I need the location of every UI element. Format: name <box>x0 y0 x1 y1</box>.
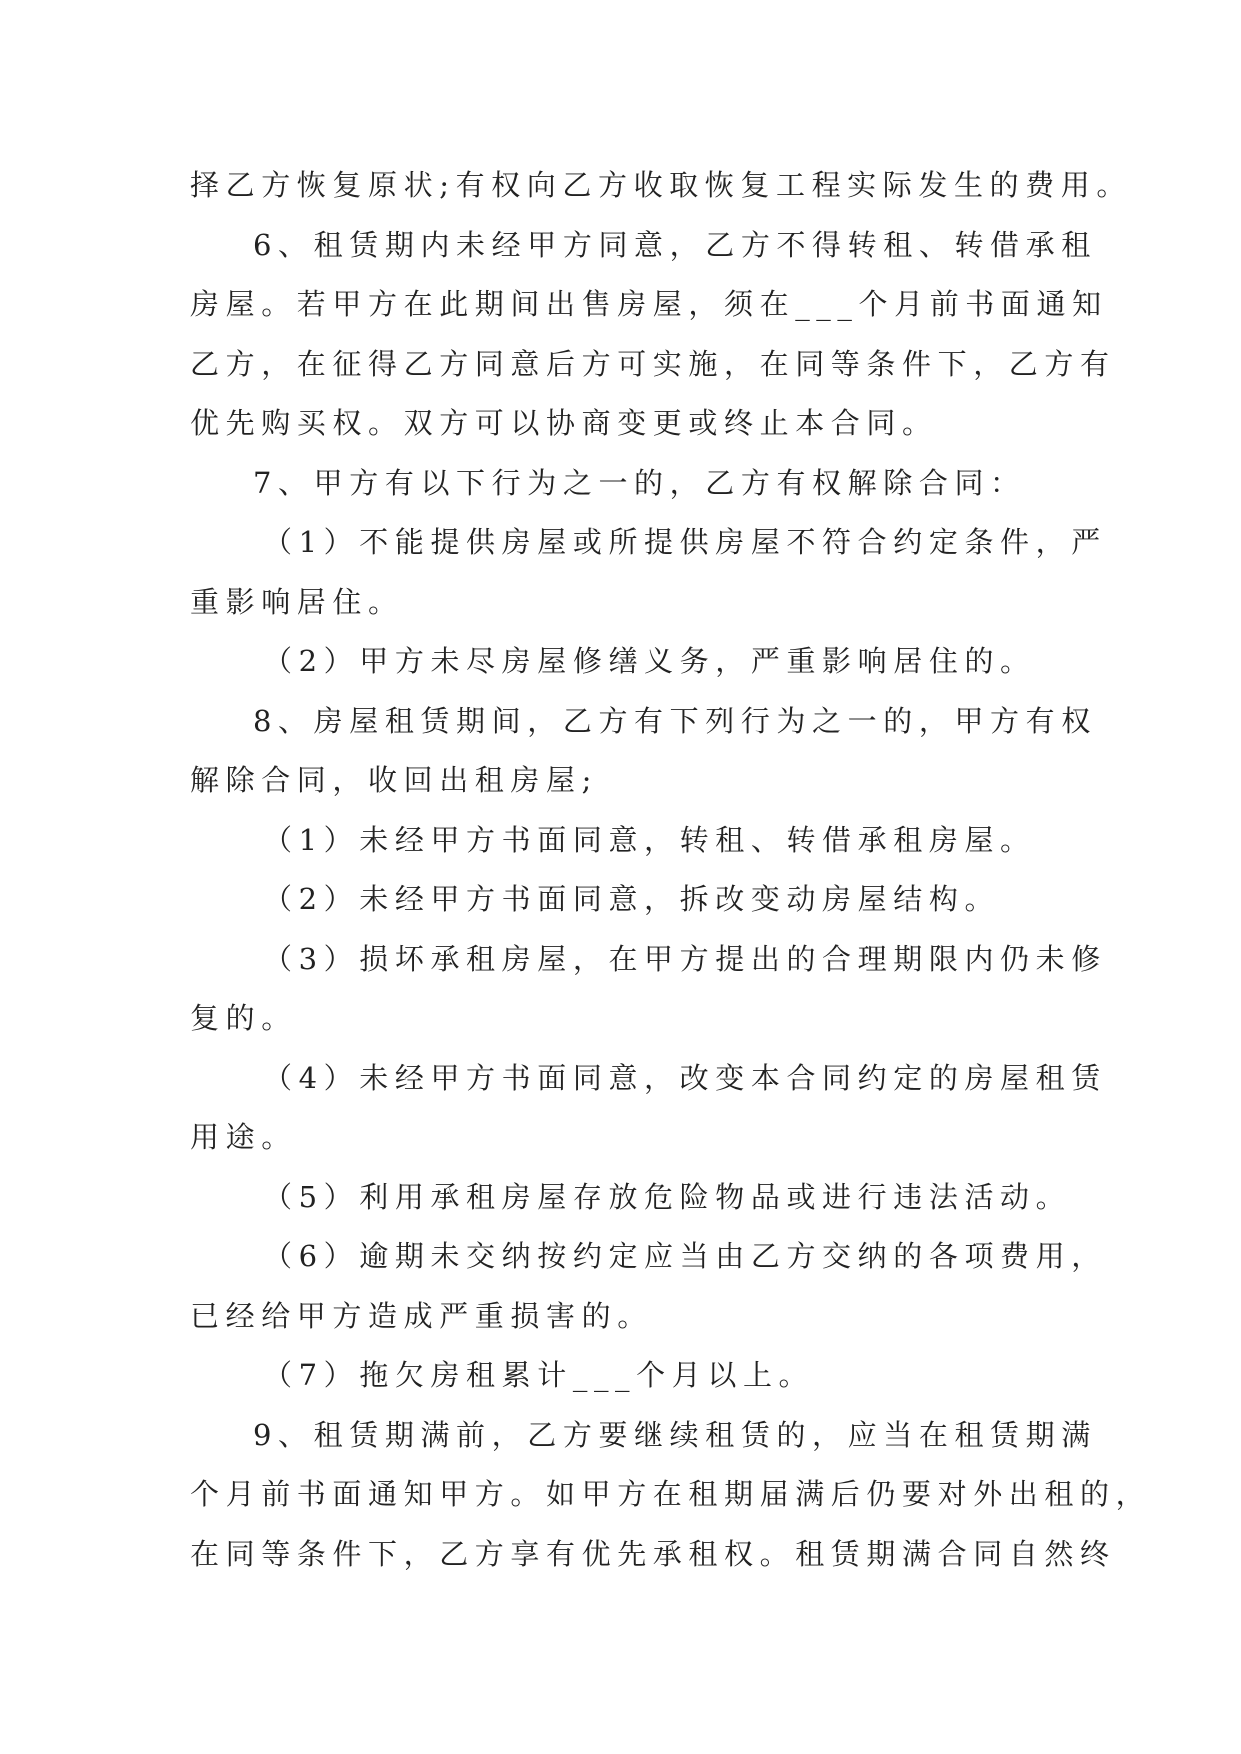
clause-8-item-6: （6）逾期未交纳按约定应当由乙方交纳的各项费用， <box>263 1239 1107 1273</box>
clause-8-line: 8、房屋租赁期间，乙方有下列行为之一的，甲方有权 <box>253 703 1097 738</box>
text-line: 择乙方恢复原状;有权向乙方收取恢复工程实际发生的费用。 <box>190 168 1132 202</box>
text-line: 已经给甲方造成严重损害的。 <box>190 1298 653 1333</box>
text-line: 复的。 <box>190 1001 297 1035</box>
clause-7-item-1: （1）不能提供房屋或所提供房屋不符合约定条件，严 <box>263 525 1107 559</box>
text-line: 用途。 <box>190 1120 297 1154</box>
clause-6-line: 6、租赁期内未经甲方同意，乙方不得转租、转借承租 <box>253 227 1097 262</box>
clause-7-line: 7、甲方有以下行为之一的，乙方有权解除合同： <box>253 465 1026 500</box>
clause-8-item-4: （4）未经甲方书面同意，改变本合同约定的房屋租赁 <box>263 1060 1107 1095</box>
document-body <box>190 156 1152 1584</box>
text-line: 重影响居住。 <box>190 584 404 619</box>
clause-8-item-3: （3）损坏承租房屋，在甲方提出的合理期限内仍未修 <box>263 941 1107 976</box>
text-line: 解除合同，收回出租房屋; <box>190 763 598 797</box>
text-line: 个月前书面通知甲方。如甲方在租期届满后仍要对外出租的， <box>190 1477 1152 1511</box>
text-line: 优先购买权。双方可以协商变更或终止本合同。 <box>190 406 938 440</box>
clause-8-item-5: （5）利用承租房屋存放危险物品或进行违法活动。 <box>263 1179 1072 1214</box>
clause-8-item-2: （2）未经甲方书面同意，拆改变动房屋结构。 <box>263 882 1001 916</box>
clause-9-line: 9、租赁期满前，乙方要继续租赁的，应当在租赁期满 <box>253 1417 1097 1452</box>
clause-8-item-7: （7）拖欠房租累计___个月以上。 <box>263 1358 815 1392</box>
text-line: 在同等条件下，乙方享有优先承租权。租赁期满合同自然终 <box>190 1536 1116 1571</box>
text-line: 房屋。若甲方在此期间出售房屋，须在___个月前书面通知 <box>190 287 1108 321</box>
clause-7-item-2: （2）甲方未尽房屋修缮义务，严重影响居住的。 <box>263 644 1036 678</box>
clause-8-item-1: （1）未经甲方书面同意，转租、转借承租房屋。 <box>263 822 1036 857</box>
text-line: 乙方，在征得乙方同意后方可实施，在同等条件下，乙方有 <box>190 346 1116 381</box>
